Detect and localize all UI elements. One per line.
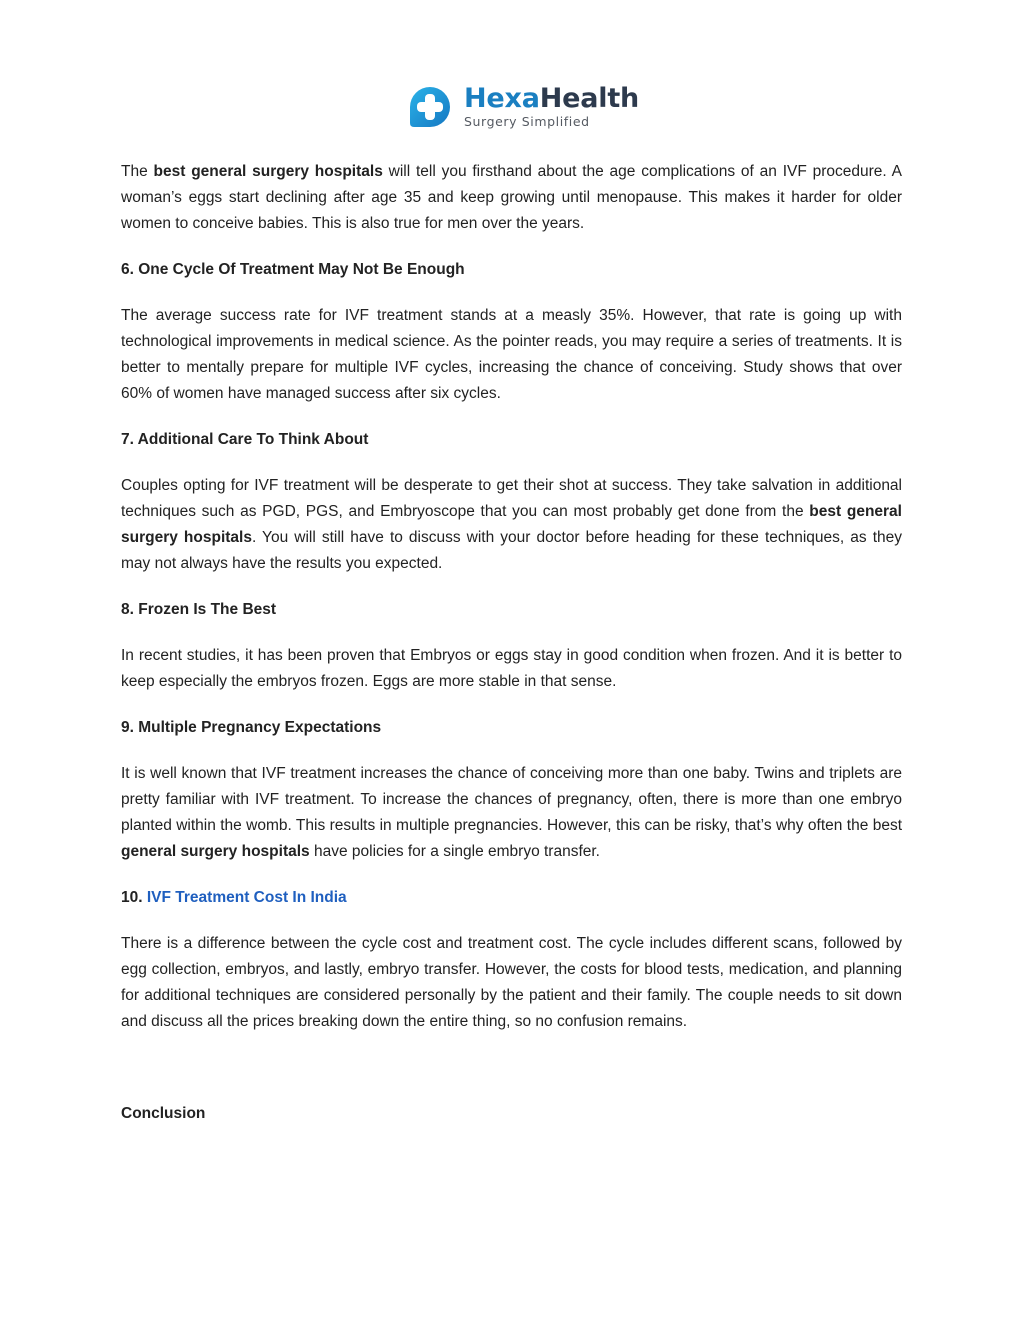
bold-keyword: best general surgery hospitals — [121, 503, 902, 546]
heading-10 — [121, 885, 902, 911]
brand-part-health: Health — [539, 83, 640, 115]
paragraph-multiple-pregnancy — [121, 761, 902, 865]
paragraph-age-complications — [121, 159, 902, 237]
paragraph-costs: There is a difference between the cycle cost and treatment cost. The cycle includes different scans, followed by egg collection, embryos, and lastly, embryo transfer. However, the costs for blood tests, medication, and planning for additional techniques are considered personally by the patient and their family. The couple needs to sit down and discuss all the prices breaking down the entire thing, so no confusion remains. — [121, 935, 902, 1030]
heading-conclusion: Conclusion — [121, 1105, 206, 1122]
medical-cross-icon — [404, 81, 456, 133]
heading-7: 7. Additional Care To Think About — [121, 431, 369, 448]
text-run: will tell you firsthand about the age complications of an IVF procedure. A woman’s eggs start declining after age 35 and keep growing until menopause. This makes it harder for older women to conceive babies. This is also true for men over the years. — [121, 163, 902, 232]
article-body — [121, 159, 902, 1147]
spacer — [121, 1055, 902, 1101]
bold-keyword: best general surgery hospitals — [153, 163, 383, 180]
paragraph-frozen: In recent studies, it has been proven that Embryos or eggs stay in good condition when frozen. And it is better to keep especially the embryos frozen. Eggs are more stable in that sense. — [121, 647, 902, 690]
text-run: Couples opting for IVF treatment will be desperate to get their shot at success. They take salvation in additional techniques such as PGD, PGS, and Embryoscope that you can most probably get done from the — [121, 477, 902, 520]
heading-10-number: 10. — [121, 889, 147, 906]
hexahealth-logo[interactable] — [404, 80, 639, 134]
heading-6: 6. One Cycle Of Treatment May Not Be Enough — [121, 261, 465, 278]
text-run: have policies for a single embryo transfer. — [309, 843, 600, 860]
bold-keyword: general surgery hospitals — [121, 843, 310, 860]
text-run: It is well known that IVF treatment increases the chance of conceiving more than one baby. Twins and triplets are pretty familiar with IVF treatment. To increase the chances of pregnancy, often, there is more than one embryo planted within the womb. This results in multiple pregnancies. However, this can be risky, that’s why often the best — [121, 765, 902, 834]
ivf-cost-link[interactable]: IVF Treatment Cost In India — [146, 889, 347, 906]
text-run: The — [121, 163, 154, 180]
heading-9: 9. Multiple Pregnancy Expectations — [121, 719, 382, 736]
logo-text — [464, 85, 639, 129]
brand-part-hexa: Hexa — [464, 83, 540, 115]
brand-name — [464, 83, 640, 115]
paragraph-additional-care — [121, 473, 902, 577]
heading-8: 8. Frozen Is The Best — [121, 601, 277, 618]
paragraph-treatment-cycles: The average success rate for IVF treatment stands at a measly 35%. However, that rate is going up with technological improvements in medical science. As the pointer reads, you may require a series of treatments. It is better to mentally prepare for multiple IVF cycles, increasing the chance of conceiving. Study shows that over 60% of women have managed success after six cycles. — [121, 307, 902, 402]
text-run: . You will still have to discuss with your doctor before heading for these techniques, as they may not always have the results you expected. — [121, 529, 902, 572]
brand-tagline: Surgery Simplified — [464, 114, 590, 130]
